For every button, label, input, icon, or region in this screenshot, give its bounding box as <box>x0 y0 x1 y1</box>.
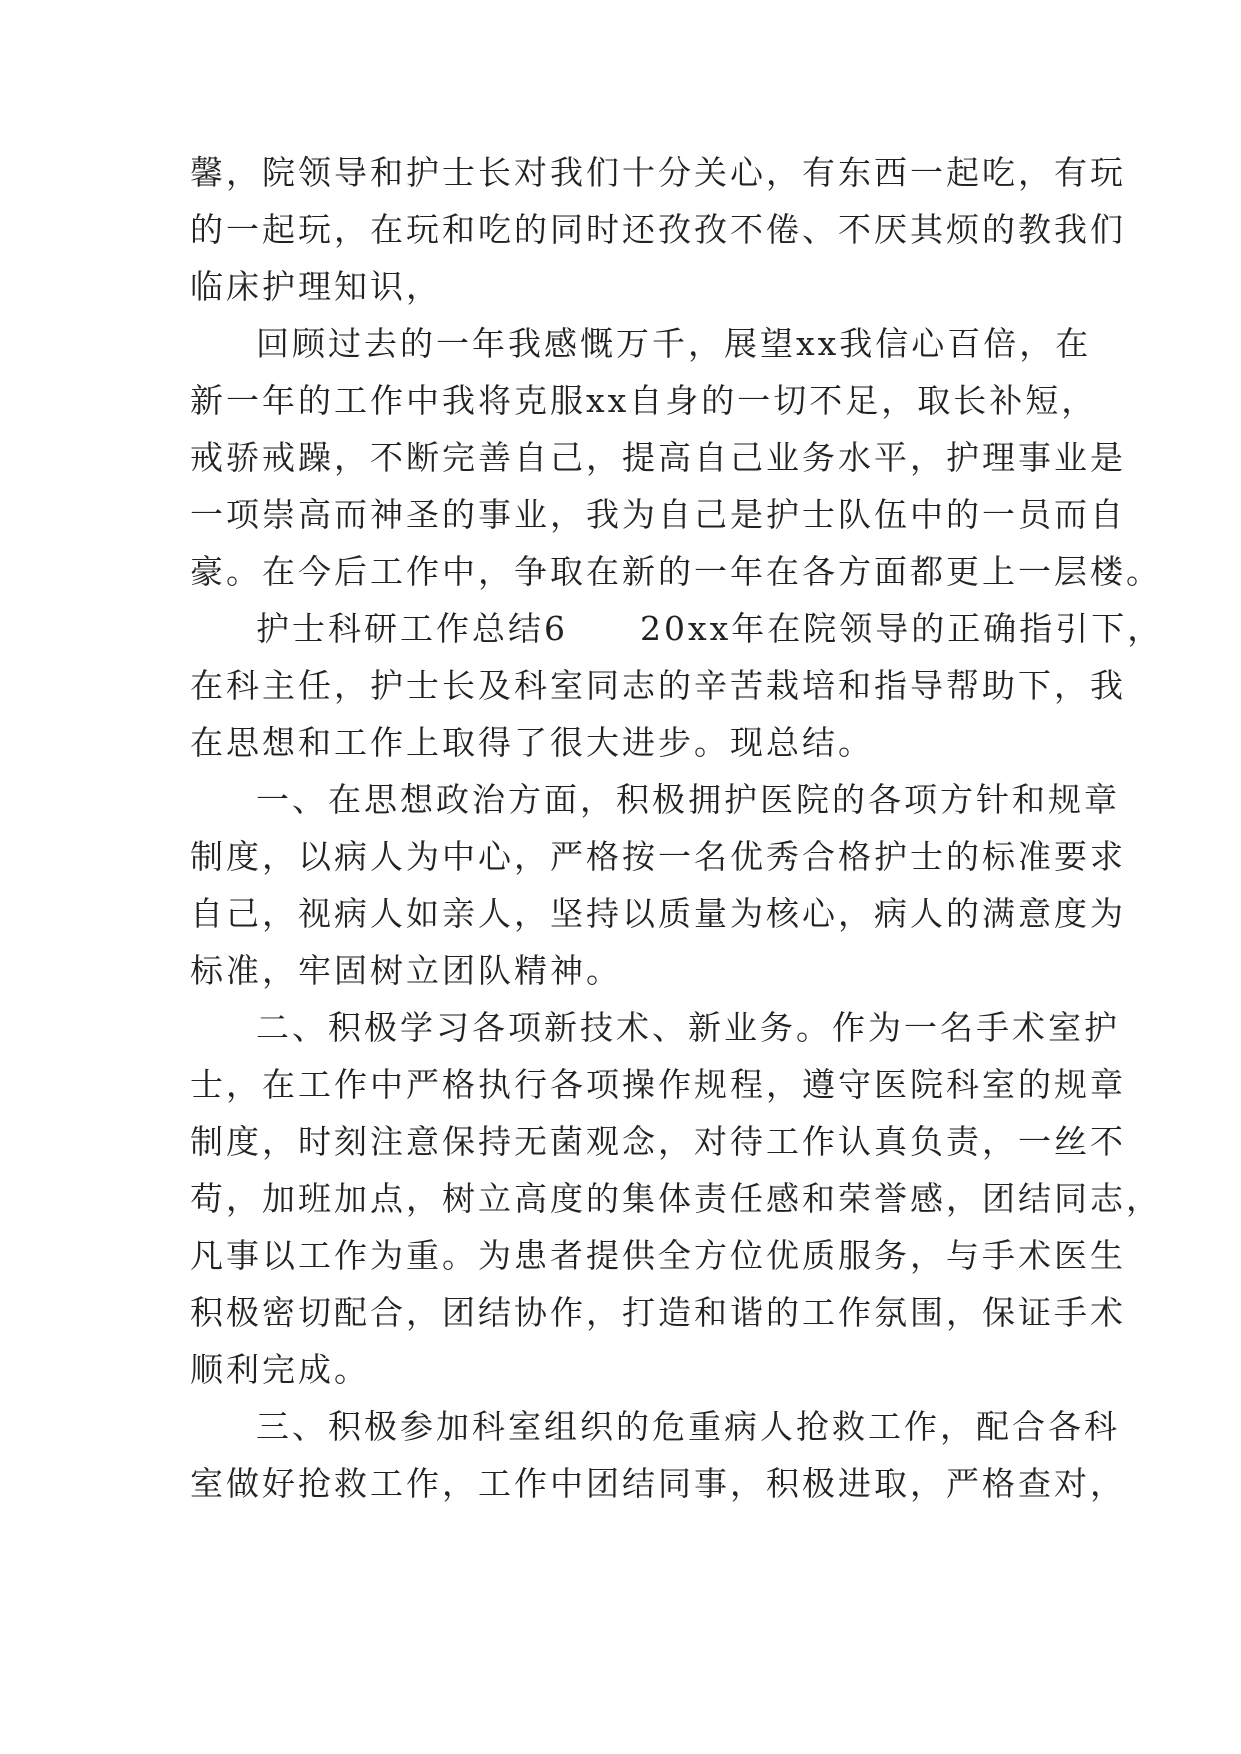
text-line: 临床护理知识， <box>190 267 442 306</box>
text-line: 室做好抢救工作，工作中团结同事，积极进取，严格查对， <box>190 1464 1126 1503</box>
paragraph-first-line: 一、在思想政治方面，积极拥护医院的各项方针和规章 <box>256 780 1120 819</box>
text-line: 自己，视病人如亲人，坚持以质量为核心，病人的满意度为 <box>190 894 1126 933</box>
text-line: 制度，以病人为中心，严格按一名优秀合格护士的标准要求 <box>190 837 1126 876</box>
text-line: 标准，牢固树立团队精神。 <box>190 951 622 990</box>
text-line: 的一起玩，在玩和吃的同时还孜孜不倦、不厌其烦的教我们 <box>190 210 1126 249</box>
text-line: 新一年的工作中我将克服xx自身的一切不足，取长补短， <box>190 381 1098 420</box>
text-line: 一项崇高而神圣的事业，我为自己是护士队伍中的一员而自 <box>190 495 1126 534</box>
text-line: 戒骄戒躁，不断完善自己，提高自己业务水平，护理事业是 <box>190 438 1126 477</box>
text-line: 积极密切配合，团结协作，打造和谐的工作氛围，保证手术 <box>190 1293 1126 1332</box>
text-line: 凡事以工作为重。为患者提供全方位优质服务，与手术医生 <box>190 1236 1126 1275</box>
paragraph-first-line: 二、积极学习各项新技术、新业务。作为一名手术室护 <box>256 1008 1120 1047</box>
paragraph-first-line: 三、积极参加科室组织的危重病人抢救工作，配合各科 <box>256 1407 1120 1446</box>
text-line: 在科主任，护士长及科室同志的辛苦栽培和指导帮助下，我 <box>190 666 1126 705</box>
text-line: 苟，加班加点，树立高度的集体责任感和荣誉感，团结同志， <box>190 1179 1162 1218</box>
text-line: 豪。在今后工作中，争取在新的一年在各方面都更上一层楼。 <box>190 552 1162 591</box>
text-line: 士，在工作中严格执行各项操作规程，遵守医院科室的规章 <box>190 1065 1126 1104</box>
text-line: 制度，时刻注意保持无菌观念，对待工作认真负责，一丝不 <box>190 1122 1126 1161</box>
paragraph-first-line: 回顾过去的一年我感慨万千，展望xx我信心百倍，在 <box>256 324 1092 363</box>
text-line: 在思想和工作上取得了很大进步。现总结。 <box>190 723 874 762</box>
text-line: 馨，院领导和护士长对我们十分关心，有东西一起吃，有玩 <box>190 153 1126 192</box>
text-line: 顺利完成。 <box>190 1350 370 1389</box>
section-heading-line: 护士科研工作总结6 20xx年在院领导的正确指引下， <box>256 609 1164 648</box>
